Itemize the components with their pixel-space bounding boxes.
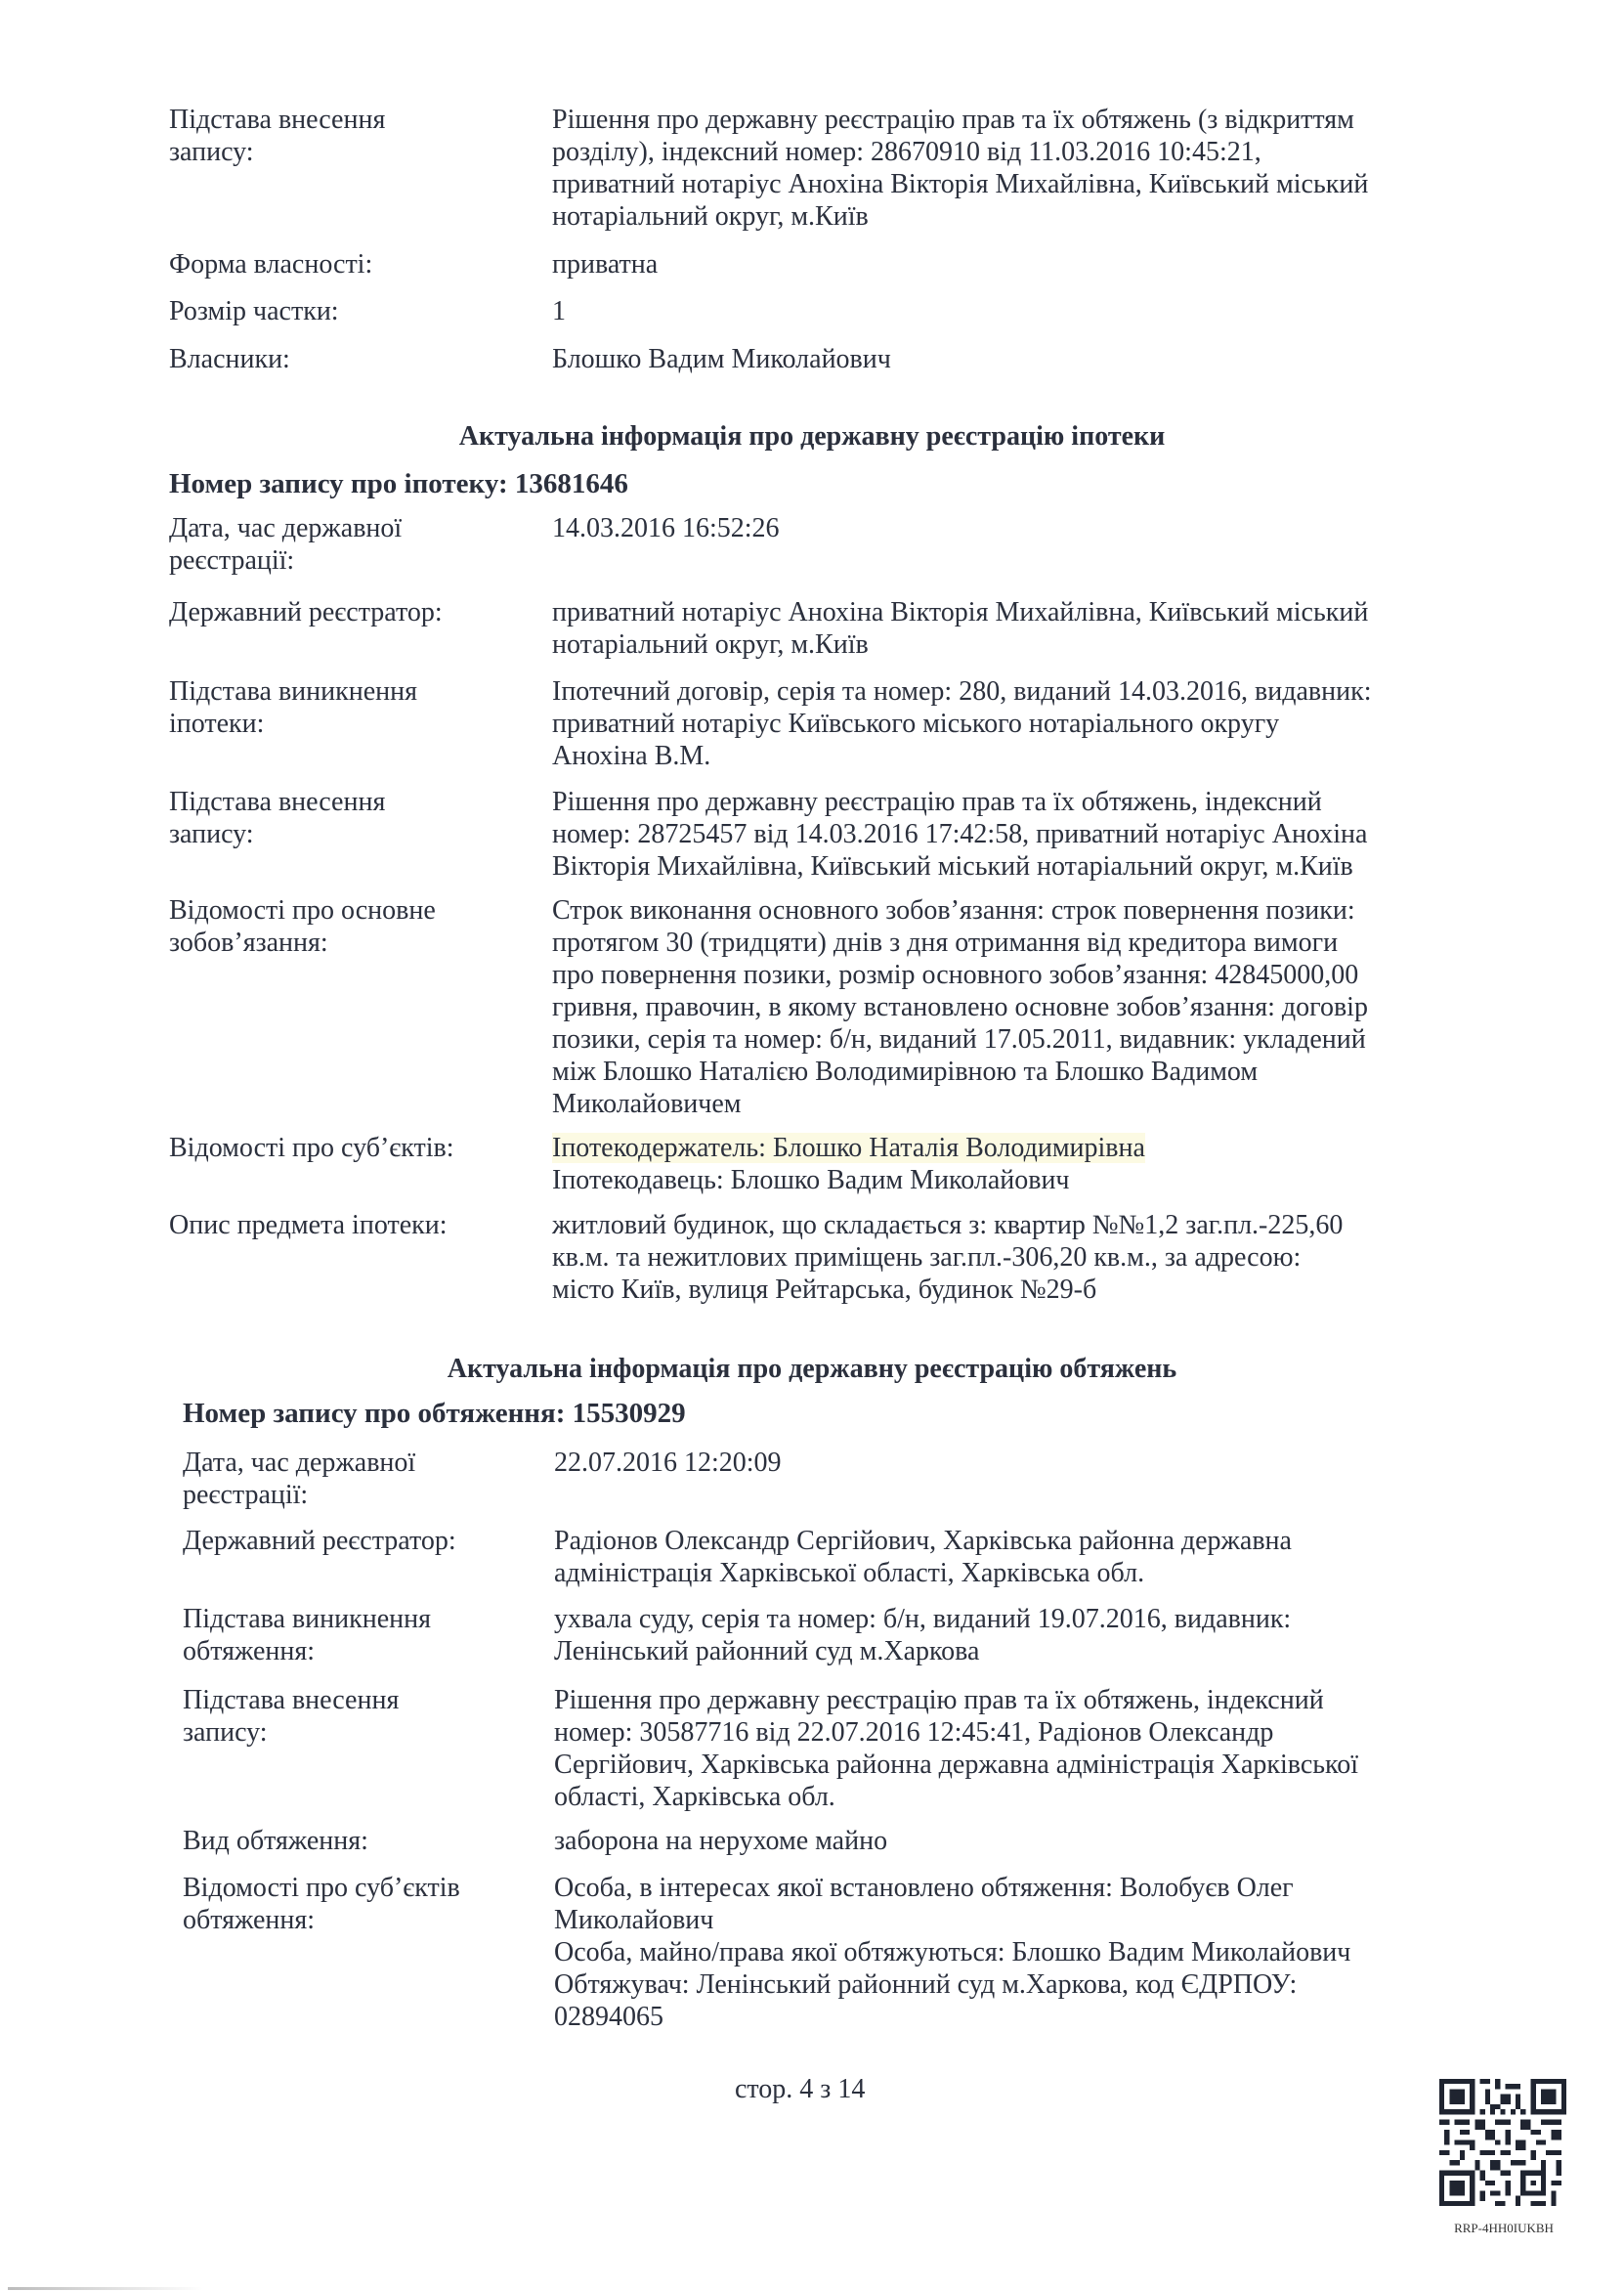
field-label: Розмір частки:: [169, 296, 339, 326]
field-value: Рішення про державну реєстрацію прав та їх обтяжень, індексний номер: 30587716 від 22.07.2016 12:45:41, Радіонов Олександр Сергійович, Харківська районна державна адміністрація Харківської області, Харківська обл.: [554, 1685, 1359, 1812]
field-label: Дата, час державної реєстрації:: [169, 513, 403, 576]
field-value: Рішення про державну реєстрацію прав та їх обтяжень, індексний номер: 28725457 від 14.03.2016 17:42:58, приватний нотаріус Анохіна Вікторія Михайлівна, Київський міський нотаріальний округ, м.Київ: [552, 787, 1368, 882]
field-value: 1: [552, 296, 566, 326]
mortgagor: Іпотекодавець: Блошко Вадим Миколайович: [552, 1165, 1070, 1195]
field-value: Іпотечний договір, серія та номер: 280, виданий 14.03.2016, видавник: приватний нотаріус Київського міського нотаріального округу Анохіна В.М.: [552, 676, 1372, 771]
page-number: стор. 4 з 14: [735, 2074, 866, 2104]
field-label: Відомості про суб’єктів обтяження:: [183, 1873, 460, 1935]
field-value: ухвала суду, серія та номер: б/н, виданий 19.07.2016, видавник: Ленінський районний суд м.Харкова: [554, 1604, 1292, 1666]
field-value: приватний нотаріус Анохіна Вікторія Михайлівна, Київський міський нотаріальний округ, м.Київ: [552, 597, 1369, 660]
field-value: заборона на нерухоме майно: [554, 1826, 888, 1856]
field-value: 14.03.2016 16:52:26: [552, 513, 780, 543]
field-label: Опис предмета іпотеки:: [169, 1210, 448, 1240]
field-label: Відомості про суб’єктів:: [169, 1133, 454, 1163]
field-registrar: [169, 596, 1527, 661]
field-mortgage-basis: [169, 675, 1527, 772]
field-label: Підстава виникнення іпотеки:: [169, 676, 417, 739]
field-value: 22.07.2016 12:20:09: [554, 1448, 782, 1478]
qr-code-id: RRP-4HH0IUKBH: [1454, 2221, 1554, 2235]
field-record-basis: [169, 104, 1527, 233]
scan-artifact-line: [8, 2287, 203, 2290]
field-label: Підстава внесення запису:: [169, 105, 386, 167]
field-encumbrance-basis: [183, 1603, 1531, 1667]
field-value: Блошко Вадим Миколайович: [552, 344, 891, 374]
field-label: Державний реєстратор:: [169, 597, 443, 627]
mortgagee: Іпотекодержатель: Блошко Наталія Володимирівна: [552, 1133, 1145, 1163]
field-record-basis: [169, 786, 1527, 883]
field-registration-date: [169, 512, 1527, 577]
field-registrar: [183, 1525, 1531, 1589]
field-value: приватна: [552, 249, 659, 280]
qr-code-icon: [1439, 2079, 1566, 2206]
field-value: Строк виконання основного зобов’язання: строк повернення позики: протягом 30 (тридцяти) днів з дня отримання від кредитора вимоги про повернення позики, розмір основного зобов’язання: 42845000,00 гривня, правочин, в якому встановлено основне зобов’язання: договір позики, серія та номер: б/н, виданий 17.05.2011, видавник: укладений між Блошко Наталією Володимирівною та Блошко Вадимом Миколайовичем: [552, 895, 1368, 1119]
field-ownership-form: [169, 248, 1527, 281]
field-label: Підстава внесення запису:: [183, 1685, 400, 1748]
field-registration-date: [183, 1447, 1531, 1511]
field-value: Радіонов Олександр Сергійович, Харківська районна державна адміністрація Харківської області, Харківська обл.: [554, 1526, 1292, 1588]
field-label: Дата, час державної реєстрації:: [183, 1448, 416, 1510]
mortgage-section-title: Актуальна інформація про державну реєстрацію іпотеки: [458, 421, 1166, 452]
field-mortgage-subject: [169, 1209, 1527, 1306]
field-label: Підстава внесення запису:: [169, 787, 386, 849]
field-share-size: [169, 295, 1527, 327]
field-encumbrance-type: [183, 1825, 1531, 1857]
field-value: Особа, в інтересах якої встановлено обтяження: Волобуєв Олег Миколайович Особа, майно/права якої обтяжуються: Блошко Вадим Миколайович Обтяжувач: Ленінський районний суд м.Харкова, код ЄДРПОУ: 02894065: [554, 1873, 1351, 2032]
field-record-basis: [183, 1684, 1531, 1813]
field-label: Державний реєстратор:: [183, 1526, 456, 1556]
field-value: [552, 1132, 1527, 1196]
encumbrance-record-number: Номер запису про обтяження: 15530929: [183, 1398, 686, 1429]
field-main-obligation: [169, 894, 1527, 1120]
field-owners: [169, 343, 1527, 375]
encumbrance-section-title: Актуальна інформація про державну реєстрацію обтяжень: [447, 1354, 1177, 1384]
field-label: Відомості про основне зобов’язання:: [169, 895, 436, 958]
field-label: Власники:: [169, 344, 290, 374]
field-value: житловий будинок, що складається з: квартир №№1,2 заг.пл.-225,60 кв.м. та нежитлових приміщень заг.пл.-306,20 кв.м., за адресою: місто Київ, вулиця Рейтарська, будинок №29-б: [552, 1210, 1344, 1305]
field-subjects: [169, 1132, 1527, 1196]
field-label: Вид обтяження:: [183, 1826, 368, 1856]
field-label: Форма власності:: [169, 249, 373, 280]
field-label: Підстава виникнення обтяження:: [183, 1604, 431, 1666]
field-encumbrance-subjects: [183, 1872, 1531, 2033]
mortgage-record-number: Номер запису про іпотеку: 13681646: [169, 468, 628, 499]
field-value: Рішення про державну реєстрацію прав та їх обтяжень (з відкриттям розділу), індексний номер: 28670910 від 11.03.2016 10:45:21, приватний нотаріус Анохіна Вікторія Михайлівна, Київський міський нотаріальний округ, м.Київ: [552, 105, 1369, 232]
